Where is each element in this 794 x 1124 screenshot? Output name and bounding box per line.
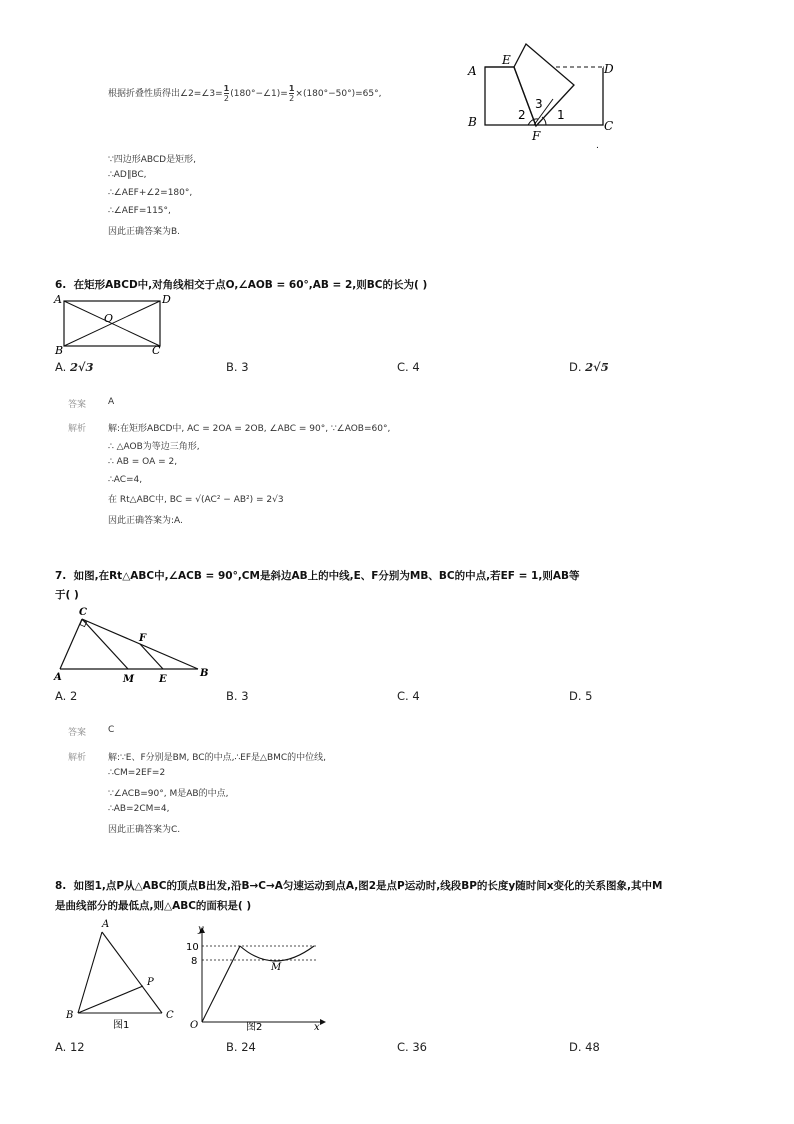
q7-explanation-line-3: ∵∠ACB=90°, M是AB的中点, [108, 789, 229, 799]
label-angle-2: 2 [518, 108, 526, 122]
q6-explanation-line-3: ∴ AB = OA = 2, [108, 457, 178, 467]
q7-option-c[interactable] [397, 689, 420, 703]
half-fraction-2 [289, 84, 295, 103]
q7-stem-line1 [55, 568, 579, 583]
q6-option-c[interactable] [397, 360, 420, 374]
option-letter: D. [569, 1040, 582, 1054]
q7-explanation-label: 解析 [68, 753, 87, 763]
label-b: B [468, 115, 477, 129]
page-mark: . [596, 141, 599, 150]
q6-stem-text: 在矩形ABCD中,对角线相交于点O,∠AOB = 60°,AB = 2,则BC的长为( ) [73, 279, 428, 291]
q8-option-d[interactable] [569, 1040, 600, 1054]
graph-curve-part [240, 946, 314, 961]
prev-explanation-line1 [108, 84, 382, 103]
q6-option-a[interactable] [55, 360, 94, 374]
option-value: 2 [69, 689, 78, 703]
segment-bp [78, 986, 143, 1013]
prev-line-4: ∴∠AEF+∠2=180°, [108, 188, 193, 198]
prev-line-6: 因此正确答案为B. [108, 227, 181, 237]
prev-line1-mid: (180°−∠1)= [230, 89, 288, 99]
q7-stem-text: 如图,在Rt△ABC中,∠ACB = 90°,CM是斜边AB上的中线,E、F分别为MB、BC的中点,若EF = 1,则AB等 [73, 570, 580, 582]
option-value: 3 [241, 360, 249, 374]
option-letter: B. [226, 360, 238, 374]
prev-line-5: ∴∠AEF=115°, [108, 206, 171, 216]
option-value: 3 [241, 689, 249, 703]
q6-explanation-line-2: ∴ △AOB为等边三角形, [108, 442, 200, 452]
label-c: C [166, 1010, 174, 1021]
q7-stem-line2: 于( ) [55, 589, 79, 601]
q6-answer-label: 答案 [68, 400, 87, 410]
label-d: D [162, 293, 171, 306]
q8-figure-2-graph [180, 924, 330, 1032]
q7-option-d[interactable] [569, 689, 593, 703]
figure-1-caption: 图1 [113, 1020, 130, 1031]
q6-number: 6. [55, 279, 67, 291]
label-o: O [190, 1020, 199, 1031]
q7-option-b[interactable] [226, 689, 249, 703]
option-value: 12 [69, 1040, 85, 1054]
option-value: 4 [412, 360, 420, 374]
q7-triangle-figure [52, 602, 212, 684]
label-f: F [532, 129, 541, 143]
q7-option-a[interactable] [55, 689, 77, 703]
option-value: 24 [241, 1040, 256, 1054]
q6-stem [55, 277, 427, 292]
label-f: F [139, 633, 147, 644]
label-e: E [502, 53, 511, 67]
label-b: B [200, 668, 209, 679]
q6-rectangle-figure [52, 292, 172, 358]
option-letter: D. [569, 689, 582, 703]
label-c: C [79, 607, 87, 618]
option-letter: C. [397, 1040, 409, 1054]
label-b: B [55, 344, 64, 357]
fraction-denominator: 2 [223, 94, 229, 103]
q6-explanation-line-4: ∴AC=4, [108, 475, 143, 485]
tick-8: 8 [191, 956, 198, 967]
option-value: 48 [585, 1040, 600, 1054]
label-b: B [66, 1010, 74, 1021]
q6-explanation-label: 解析 [68, 424, 87, 434]
q7-explanation-line-4: ∴AB=2CM=4, [108, 804, 170, 814]
q7-answer-value: C [108, 725, 115, 735]
option-letter: A. [55, 360, 67, 374]
option-letter: B. [226, 1040, 238, 1054]
option-value: 2√3 [69, 360, 94, 374]
label-d: D [604, 62, 614, 76]
label-a: A [102, 919, 110, 930]
label-x: x [314, 1022, 320, 1032]
fraction-numerator: 1 [223, 84, 230, 93]
label-m: M [123, 674, 135, 684]
option-letter: B. [226, 689, 238, 703]
q6-explanation-line-5: 在 Rt△ABC中, BC = √(AC² − AB²) = 2√3 [108, 495, 284, 505]
half-fraction [224, 84, 230, 103]
side-ac [60, 619, 82, 669]
label-o: O [104, 312, 114, 325]
fraction-numerator: 1 [288, 84, 295, 93]
q8-stem-line2: 是曲线部分的最低点,则△ABC的面积是( ) [55, 900, 252, 912]
label-c: C [152, 344, 161, 357]
q8-figure-1 [60, 914, 185, 1034]
q8-number: 8. [55, 880, 67, 892]
q7-explanation-line-2: ∴CM=2EF=2 [108, 768, 166, 778]
side-ac [102, 932, 162, 1013]
q6-explanation-line-1: 解:在矩形ABCD中, AC = 2OA = 2OB, ∠ABC = 90°, ∵∠AOB=60°, [108, 424, 391, 434]
label-angle-1: 1 [557, 108, 565, 122]
label-c: C [604, 119, 614, 133]
option-letter: C. [397, 689, 409, 703]
figure-2-caption: 图2 [246, 1022, 263, 1032]
option-letter: A. [55, 689, 67, 703]
fraction-denominator: 2 [289, 94, 295, 103]
q6-explanation-line-6: 因此正确答案为:A. [108, 516, 183, 526]
q8-stem-text: 如图1,点P从△ABC的顶点B出发,沿B→C→A匀速运动到点A,图2是点P运动时,线段BP的长度y随时间x变化的关系图象,其中M [73, 880, 663, 892]
q7-explanation-line-1: 解:∵E、F分别是BM, BC的中点,∴EF是△BMC的中位线, [108, 753, 327, 763]
side-ba [78, 932, 102, 1013]
label-e: E [159, 674, 167, 684]
label-a: A [468, 64, 477, 78]
option-value: 36 [412, 1040, 427, 1054]
option-value: 4 [412, 689, 420, 703]
label-a: A [54, 672, 62, 683]
q8-option-a[interactable] [55, 1040, 85, 1054]
midline-ef [140, 644, 163, 669]
label-p: P [147, 977, 154, 988]
q7-explanation-line-5: 因此正确答案为C. [108, 825, 181, 835]
prev-line1-text: 根据折叠性质得出∠2=∠3= [108, 89, 223, 99]
label-y: y [198, 924, 204, 935]
x-axis-arrow [320, 1019, 326, 1025]
label-m: M [271, 962, 282, 973]
tick-10: 10 [186, 942, 199, 953]
prev-line1-end: ×(180°−50°)=65°, [295, 89, 382, 99]
label-a: A [54, 293, 62, 306]
q6-answer-value: A [108, 397, 115, 407]
q8-option-b[interactable] [226, 1040, 256, 1054]
q7-answer-label: 答案 [68, 728, 87, 738]
option-value: 2√5 [585, 360, 609, 374]
q7-number: 7. [55, 570, 67, 582]
q6-option-b[interactable] [226, 360, 249, 374]
option-value: 5 [585, 689, 593, 703]
option-letter: A. [55, 1040, 67, 1054]
q8-stem-line1 [55, 878, 662, 893]
option-letter: D. [569, 360, 582, 374]
prev-line-2: ∵四边形ABCD是矩形, [108, 155, 196, 165]
label-angle-3: 3 [535, 97, 543, 111]
prev-line-3: ∴AD∥BC, [108, 170, 147, 180]
median-cm [82, 619, 128, 669]
fold-rectangle-figure [462, 40, 622, 150]
q8-option-c[interactable] [397, 1040, 427, 1054]
q6-option-d[interactable] [569, 360, 609, 374]
option-letter: C. [397, 360, 409, 374]
graph-linear-part [202, 946, 240, 1022]
